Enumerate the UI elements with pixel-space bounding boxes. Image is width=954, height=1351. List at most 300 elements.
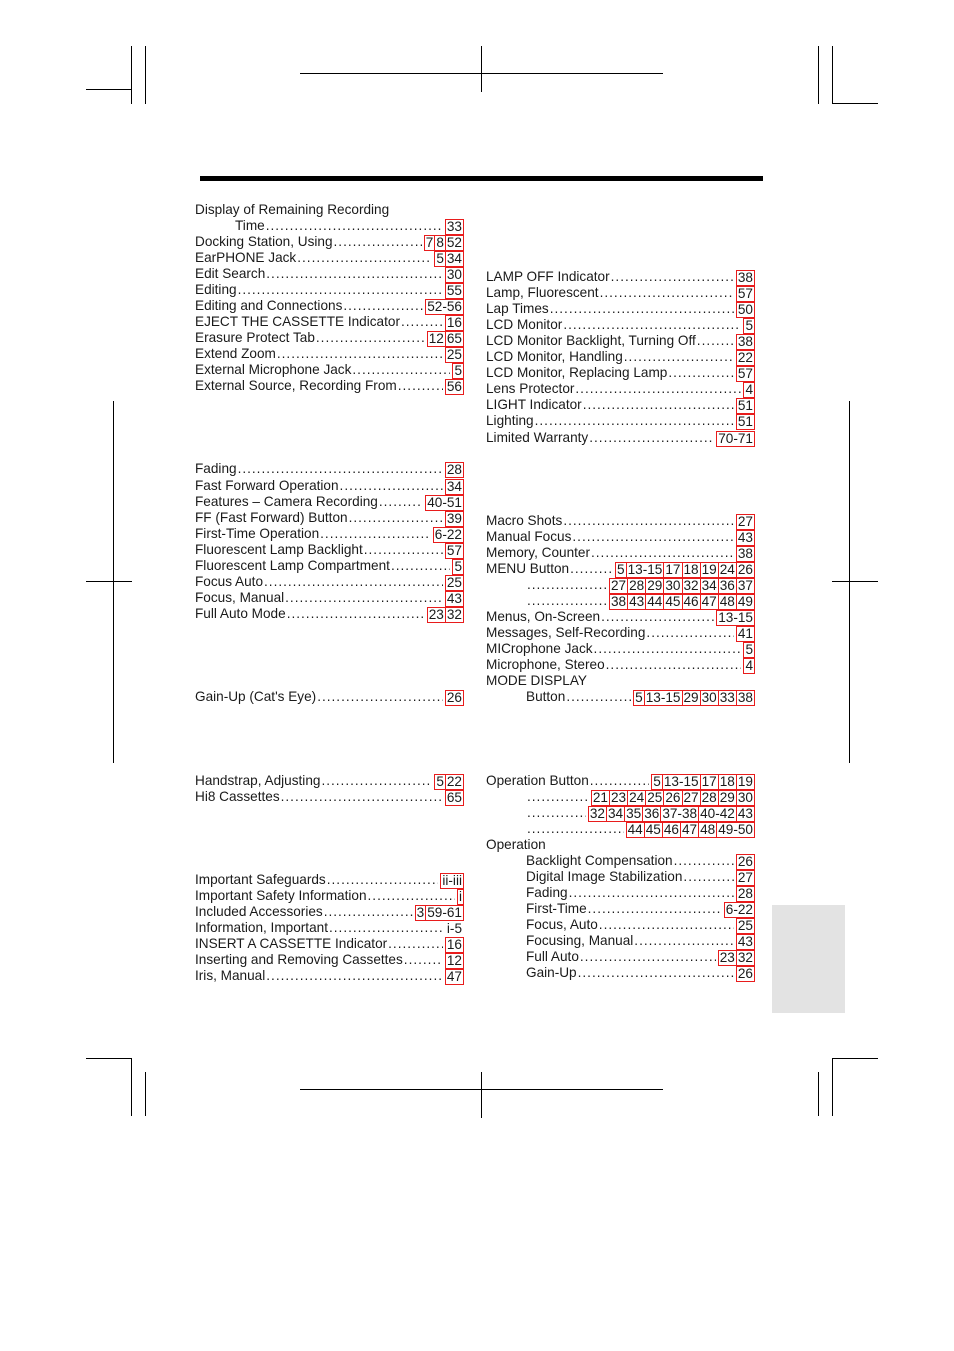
page-references	[426, 300, 463, 314]
dot-leader	[550, 301, 734, 317]
dot-leader	[266, 218, 443, 234]
page-link[interactable]: 27	[737, 870, 753, 885]
page-link[interactable]: 43	[629, 594, 645, 609]
index-entry	[195, 494, 463, 510]
page-references	[592, 791, 754, 805]
page-link[interactable]: 52-56	[427, 299, 462, 314]
index-entry	[195, 478, 463, 494]
index-entry	[486, 381, 754, 397]
page-link[interactable]: 5	[454, 559, 462, 574]
page-references	[458, 890, 463, 904]
dot-leader	[327, 872, 439, 888]
page-link[interactable]: 48	[719, 594, 735, 609]
dot-leader	[527, 593, 607, 609]
index-entry-label: Memory, Counter	[486, 545, 590, 560]
dot-leader	[264, 574, 443, 590]
page-link[interactable]: 6-22	[725, 902, 753, 917]
page-link[interactable]: 48	[700, 822, 716, 837]
index-entry	[195, 266, 463, 282]
index-entry-label: Fast Forward Operation	[195, 478, 339, 493]
page-link[interactable]: 43	[737, 806, 753, 821]
page-link[interactable]: 26	[737, 562, 753, 577]
page-link[interactable]: 26	[665, 790, 681, 805]
index-entry-label: MODE DISPLAY	[486, 673, 587, 688]
index-entry	[195, 872, 463, 888]
page-link[interactable]: 30	[737, 790, 753, 805]
index-entry	[526, 577, 754, 593]
page-references	[737, 935, 754, 949]
dot-leader	[527, 789, 589, 805]
dot-leader	[277, 346, 443, 362]
index-entry	[195, 888, 463, 904]
page-link[interactable]: i	[458, 889, 462, 904]
index-entry	[526, 689, 754, 705]
index-entry	[526, 789, 754, 805]
page-link[interactable]: 45	[665, 594, 681, 609]
page-link[interactable]: ii-iii	[442, 873, 462, 888]
page-link[interactable]: 5	[653, 774, 661, 789]
page-link[interactable]: 34	[607, 806, 624, 821]
page-link[interactable]: 56	[446, 379, 462, 394]
page-link[interactable]: 57	[446, 543, 462, 558]
page-link[interactable]: 34	[446, 479, 462, 494]
dot-leader	[575, 381, 741, 397]
dot-leader	[566, 689, 631, 705]
page-link[interactable]: 34	[701, 578, 717, 593]
page-link[interactable]: 17	[701, 774, 717, 789]
index-entry	[195, 526, 463, 542]
index-entry-label: LCD Monitor, Replacing Lamp	[486, 365, 668, 380]
page-link[interactable]: 55	[446, 283, 462, 298]
index-entry-label: Full Auto Mode	[195, 606, 286, 621]
index-entry-label: Operation Button	[486, 773, 589, 788]
dot-leader	[624, 349, 734, 365]
index-entry	[486, 657, 754, 673]
index-entry-label: Fading	[526, 885, 568, 900]
index-entry-label: LCD Monitor	[486, 317, 563, 332]
index-entry	[486, 413, 754, 429]
dot-leader	[668, 365, 734, 381]
page-link[interactable]: 47	[681, 822, 698, 837]
dot-leader	[349, 510, 443, 526]
page-link[interactable]: 45	[645, 822, 661, 837]
index-entry	[195, 542, 463, 558]
page-references	[719, 951, 754, 965]
crop-mark	[145, 46, 146, 104]
page-link[interactable]: 65	[446, 790, 462, 805]
index-entry	[486, 349, 754, 365]
page-references	[446, 316, 463, 330]
page-link[interactable]: 23	[428, 607, 444, 622]
page-link[interactable]: 59-61	[427, 905, 462, 920]
index-entry	[526, 885, 754, 901]
index-entry-label: FF (Fast Forward) Button	[195, 510, 348, 525]
page-references	[446, 544, 463, 558]
page-link[interactable]: 4	[745, 382, 753, 397]
page-link[interactable]: 28	[446, 462, 462, 477]
index-entry-label: External Microphone Jack	[195, 362, 352, 377]
index-entry-label: Focusing, Manual	[526, 933, 634, 948]
page-references	[737, 367, 754, 381]
dot-leader	[674, 853, 734, 869]
dot-leader	[563, 317, 741, 333]
dot-leader	[606, 657, 742, 673]
page-references	[610, 595, 754, 609]
page-link[interactable]: 32	[737, 950, 753, 965]
index-entry	[526, 869, 754, 885]
page-link[interactable]: 30	[665, 578, 681, 593]
index-entry-label: Macro Shots	[486, 513, 563, 528]
page-references	[737, 415, 754, 429]
page-link[interactable]: 5	[745, 642, 753, 657]
dot-leader	[285, 590, 443, 606]
index-entry	[486, 285, 754, 301]
page-link[interactable]: 70-71	[718, 431, 753, 446]
index-entry	[526, 593, 754, 609]
index-entry-label: MENU Button	[486, 561, 570, 576]
page-references	[434, 528, 463, 542]
index-entry	[486, 333, 754, 349]
page-link[interactable]: 29	[683, 690, 699, 705]
page-link[interactable]: 13-15	[627, 562, 663, 577]
page-link[interactable]: 5	[454, 363, 462, 378]
page-link[interactable]: 28	[701, 790, 717, 805]
page-link[interactable]: 23	[719, 950, 735, 965]
page-link[interactable]: 3	[416, 905, 425, 920]
page-references	[425, 236, 463, 250]
index-entry	[195, 574, 463, 590]
page-link[interactable]: 16	[446, 937, 462, 952]
dot-leader	[583, 397, 734, 413]
page-link[interactable]: 22	[446, 774, 462, 789]
crop-mark	[131, 46, 132, 104]
page-link[interactable]: 36	[644, 806, 660, 821]
index-entry	[526, 853, 754, 869]
page-references	[416, 906, 463, 920]
index-entry-label: Lens Protector	[486, 381, 575, 396]
page-link[interactable]: 26	[737, 966, 753, 981]
index-entry-label: Button	[526, 689, 566, 704]
page-link[interactable]: 38	[737, 546, 753, 561]
page-references	[446, 791, 463, 805]
index-entry	[486, 673, 587, 689]
index-entry	[195, 282, 463, 298]
crop-mark	[832, 46, 833, 104]
page-link[interactable]: 6-22	[434, 527, 462, 542]
page-link[interactable]: 13-15	[718, 610, 753, 625]
page-link[interactable]: 50	[737, 302, 753, 317]
dot-leader	[398, 378, 443, 394]
page-link[interactable]: 23	[611, 790, 627, 805]
index-entry-label: Gain-Up (Cat's Eye)	[195, 689, 317, 704]
page-number: i-5	[446, 921, 462, 936]
crop-mark	[832, 581, 878, 582]
page-link[interactable]: 57	[737, 286, 753, 301]
index-entry	[486, 641, 754, 657]
page-link[interactable]: 46	[683, 594, 699, 609]
dot-leader	[588, 901, 722, 917]
page-link[interactable]: 40-51	[427, 495, 462, 510]
page-link[interactable]: 30	[446, 267, 462, 282]
dot-leader	[391, 558, 451, 574]
page-link[interactable]: 13-15	[663, 774, 699, 789]
crop-mark	[832, 103, 878, 104]
index-entry-label: Microphone, Stereo	[486, 657, 605, 672]
index-entry-label: Backlight Compensation	[526, 853, 673, 868]
index-entry-label: INSERT A CASSETTE Indicator	[195, 936, 388, 951]
page-link[interactable]: 27	[611, 578, 627, 593]
index-entry	[195, 920, 463, 936]
page-link[interactable]: 33	[446, 219, 462, 234]
page-link[interactable]: 34	[446, 251, 462, 266]
index-entry-label: Focus, Auto	[526, 917, 598, 932]
page-link[interactable]: 43	[737, 934, 753, 949]
index-entry	[195, 202, 389, 218]
dot-leader	[611, 269, 734, 285]
crop-mark	[832, 1058, 878, 1059]
page-link[interactable]: 38	[737, 690, 753, 705]
page-link[interactable]: 44	[647, 594, 663, 609]
index-entry	[486, 269, 754, 285]
crop-mark	[131, 1058, 132, 1116]
page-link[interactable]: 36	[719, 578, 735, 593]
dot-leader	[320, 526, 431, 542]
page-references	[737, 287, 754, 301]
page-link[interactable]: 41	[737, 626, 753, 641]
dot-leader	[578, 965, 734, 981]
page-link[interactable]: 43	[737, 530, 753, 545]
page-link[interactable]: 27	[683, 790, 699, 805]
page-link[interactable]: 5	[436, 774, 444, 789]
index-entry-label: Important Safety Information	[195, 888, 367, 903]
page-link[interactable]: 49-50	[718, 822, 753, 837]
index-entry	[526, 901, 754, 917]
page-link[interactable]: 7	[425, 235, 434, 250]
header-rule	[200, 176, 763, 181]
dot-leader	[324, 904, 413, 920]
page-link[interactable]: 21	[592, 790, 608, 805]
page-link[interactable]: 47	[446, 969, 462, 984]
index-entry-label: Messages, Self-Recording	[486, 625, 646, 640]
page-references	[446, 380, 463, 394]
index-entry	[195, 510, 463, 526]
page-link[interactable]: 39	[446, 511, 462, 526]
page-link[interactable]: 38	[737, 270, 753, 285]
index-entry	[526, 933, 754, 949]
index-entry-label: Gain-Up	[526, 965, 577, 980]
dot-leader	[634, 933, 734, 949]
page-link[interactable]: 16	[446, 315, 462, 330]
page-references	[446, 954, 463, 968]
page-link[interactable]: 33	[719, 690, 735, 705]
index-entry	[486, 529, 754, 545]
index-entry-label: LCD Monitor Backlight, Turning Off	[486, 333, 696, 348]
index-entry	[486, 301, 754, 317]
page-link[interactable]: 38	[737, 334, 753, 349]
page-references	[737, 531, 754, 545]
index-entry-label: EJECT THE CASSETTE Indicator	[195, 314, 400, 329]
page-references	[737, 547, 754, 561]
page-references	[616, 563, 754, 577]
dot-leader	[287, 606, 425, 622]
page-references	[446, 970, 463, 984]
page-link[interactable]: 29	[719, 790, 735, 805]
page-link[interactable]: 26	[446, 690, 462, 705]
page-link[interactable]: 19	[737, 774, 753, 789]
page-link[interactable]: 12	[428, 331, 444, 346]
page-link[interactable]: 8	[436, 235, 444, 250]
page-references	[446, 268, 463, 282]
index-entry-label: EarPHONE Jack	[195, 250, 297, 265]
dot-leader	[591, 545, 734, 561]
page-link[interactable]: 24	[719, 562, 735, 577]
page-link[interactable]: 25	[647, 790, 663, 805]
dot-leader	[590, 773, 650, 789]
index-entry-label: Limited Warranty	[486, 430, 589, 445]
page-references	[737, 871, 754, 885]
page-link[interactable]: 32	[446, 607, 462, 622]
page-link[interactable]: 26	[737, 854, 753, 869]
index-entry-label: LIGHT Indicator	[486, 397, 582, 412]
page-link[interactable]: 44	[627, 822, 643, 837]
index-entry-label: Manual Focus	[486, 529, 572, 544]
index-entry-label: Lamp, Fluorescent	[486, 285, 599, 300]
index-entry	[195, 606, 463, 622]
dot-leader	[563, 513, 734, 529]
page-link[interactable]: 18	[719, 774, 735, 789]
index-entry-label: Information, Important	[195, 920, 328, 935]
index-entry-label: Focus, Manual	[195, 590, 285, 605]
page-link[interactable]: 24	[629, 790, 645, 805]
page-link[interactable]: 57	[737, 366, 753, 381]
page-link[interactable]: 35	[626, 806, 642, 821]
page-link[interactable]: 28	[629, 578, 645, 593]
dot-leader	[281, 789, 443, 805]
crop-mark	[818, 1072, 819, 1116]
page-references	[428, 608, 463, 622]
index-entry-label: First-Time Operation	[195, 526, 320, 541]
dot-leader	[238, 461, 443, 477]
page-link[interactable]: 13-15	[645, 690, 681, 705]
index-entry-label: Editing	[195, 282, 237, 297]
page-link[interactable]: 46	[663, 822, 679, 837]
page-references	[737, 351, 754, 365]
dot-leader	[569, 885, 734, 901]
page-link[interactable]: 4	[745, 658, 753, 673]
page-references	[453, 364, 463, 378]
dot-leader	[266, 968, 443, 984]
page-link[interactable]: 12	[446, 953, 462, 968]
index-entry	[195, 590, 463, 606]
page-link[interactable]: 5	[617, 562, 625, 577]
dot-leader	[329, 920, 443, 936]
page-link[interactable]: 51	[737, 414, 753, 429]
page-link[interactable]: 17	[665, 562, 681, 577]
index-entry-label: Extend Zoom	[195, 346, 276, 361]
dot-leader	[697, 333, 734, 349]
page-link[interactable]: 25	[446, 347, 462, 362]
page-link[interactable]: 37	[737, 578, 753, 593]
page-link[interactable]: 28	[737, 886, 753, 901]
page-link[interactable]: 32	[683, 578, 699, 593]
page-link[interactable]: 40-42	[700, 806, 735, 821]
page-references	[737, 967, 754, 981]
page-link[interactable]: 49	[737, 594, 753, 609]
page-link[interactable]: 52	[446, 235, 462, 250]
page-link[interactable]: 30	[701, 690, 717, 705]
dot-leader	[599, 917, 734, 933]
index-entry-label: Operation	[486, 837, 546, 852]
index-entry	[486, 317, 754, 333]
index-entry-label: Erasure Protect Tab	[195, 330, 315, 345]
index-entry-label: Iris, Manual	[195, 968, 266, 983]
page-references	[737, 627, 754, 641]
index-entry	[195, 461, 463, 477]
dot-leader	[316, 330, 425, 346]
dot-leader	[364, 542, 443, 558]
page-link[interactable]: 27	[737, 514, 753, 529]
page-link[interactable]: 43	[446, 591, 462, 606]
dot-leader	[683, 869, 733, 885]
page-references	[717, 611, 754, 625]
index-entry	[486, 773, 754, 789]
page-link[interactable]: 25	[446, 575, 462, 590]
page-link[interactable]: 51	[737, 398, 753, 413]
page-link[interactable]: 37-38	[662, 806, 698, 821]
page-references	[446, 480, 463, 494]
page-link[interactable]: 19	[701, 562, 717, 577]
index-entry	[526, 965, 754, 981]
crop-mark	[832, 1058, 833, 1116]
page-references	[744, 643, 754, 657]
crop-mark	[86, 581, 132, 582]
index-entry	[195, 904, 463, 920]
dot-leader	[535, 413, 734, 429]
page-link[interactable]: 22	[737, 350, 753, 365]
page-link[interactable]: 32	[589, 806, 605, 821]
dot-leader	[404, 952, 443, 968]
page-link[interactable]: 5	[635, 690, 643, 705]
index-entry-label: Features – Camera Recording	[195, 494, 378, 509]
page-link[interactable]: 65	[446, 331, 462, 346]
crop-mark	[849, 401, 850, 763]
page-link[interactable]: 25	[737, 918, 753, 933]
index-entry	[195, 234, 463, 250]
index-entry-label: Edit Search	[195, 266, 266, 281]
dot-leader	[297, 250, 432, 266]
index-entry	[486, 837, 546, 853]
index-entry	[195, 968, 463, 984]
page-references	[435, 775, 463, 789]
index-entry	[486, 430, 754, 446]
crop-mark	[818, 46, 819, 104]
page-references	[725, 903, 754, 917]
page-link[interactable]: 38	[611, 594, 627, 609]
index-entry	[526, 949, 754, 965]
dot-leader	[340, 478, 443, 494]
page-link[interactable]: 18	[683, 562, 699, 577]
page-link[interactable]: 5	[436, 251, 444, 266]
dot-leader	[570, 561, 613, 577]
page-link[interactable]: 29	[647, 578, 663, 593]
page-link[interactable]: 5	[745, 318, 753, 333]
page-link[interactable]: 47	[701, 594, 717, 609]
index-entry-label: Fluorescent Lamp Compartment	[195, 558, 390, 573]
dot-leader	[388, 936, 443, 952]
page-references	[744, 659, 754, 673]
dot-leader	[646, 625, 733, 641]
dot-leader	[527, 821, 624, 837]
